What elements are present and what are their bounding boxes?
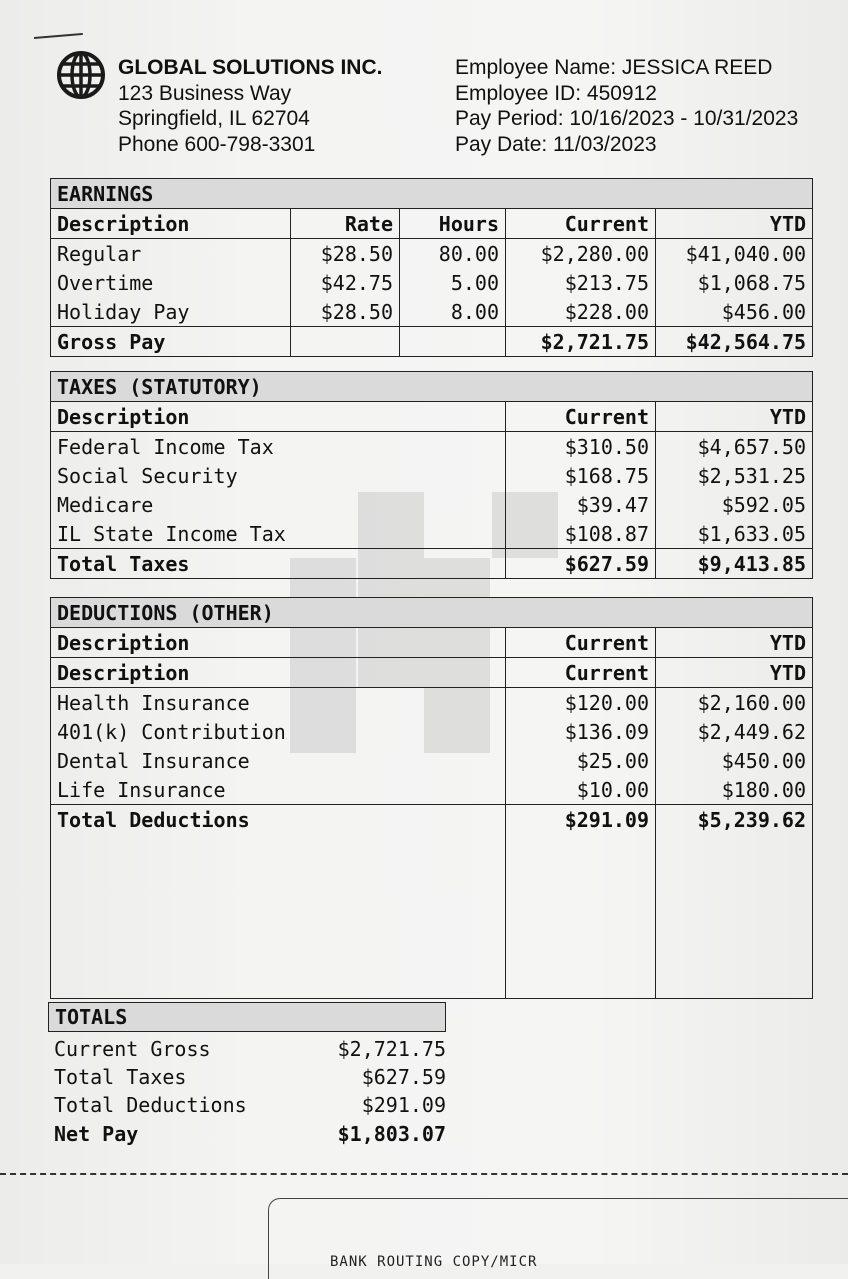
header-cell: Hours xyxy=(400,209,506,239)
header-cell: Description xyxy=(51,402,506,432)
table-row xyxy=(51,490,813,519)
table-cell: $456.00 xyxy=(656,297,813,327)
earnings-title: EARNINGS xyxy=(51,179,813,209)
header-cell: Description xyxy=(51,628,506,658)
table-row xyxy=(51,461,813,490)
table-cell: Federal Income Tax xyxy=(51,432,506,462)
net-pay-value: $1,803.07 xyxy=(337,1122,446,1146)
globe-icon xyxy=(56,50,106,100)
current-gross-row xyxy=(54,1035,446,1063)
table-header xyxy=(51,209,813,239)
table-row xyxy=(51,297,813,327)
tear-off-line xyxy=(0,1173,848,1175)
table-row xyxy=(51,519,813,549)
total-deductions-value: $291.09 xyxy=(361,1093,446,1117)
total-taxes-summary-row xyxy=(54,1063,446,1091)
total-deductions-label: Total Deductions xyxy=(54,1093,247,1117)
deductions-table xyxy=(50,597,813,999)
total-current: $2,721.75 xyxy=(506,327,656,357)
table-cell: $39.47 xyxy=(506,490,656,519)
empty-cell xyxy=(506,834,656,999)
employee-info xyxy=(455,55,798,157)
company-address: 123 Business Way xyxy=(118,81,292,105)
table-cell xyxy=(291,327,400,357)
total-label: Total Deductions xyxy=(51,805,506,835)
table-cell: $120.00 xyxy=(506,688,656,718)
company-phone: Phone 600-798-3301 xyxy=(118,132,316,156)
table-row xyxy=(51,268,813,297)
taxes-title: TAXES (STATUTORY) xyxy=(51,372,813,402)
total-deductions-summary-row xyxy=(54,1091,446,1119)
table-cell xyxy=(400,327,506,357)
table-cell: $2,531.25 xyxy=(656,461,813,490)
table-row xyxy=(51,775,813,805)
total-taxes-value: $627.59 xyxy=(361,1065,446,1089)
table-cell: Health Insurance xyxy=(51,688,506,718)
table-row xyxy=(51,688,813,718)
table-header xyxy=(51,402,813,432)
company-city: Springfield, IL 62704 xyxy=(118,107,310,130)
net-pay-label: Net Pay xyxy=(54,1122,139,1146)
pencil-mark xyxy=(34,32,84,40)
table-cell: $136.09 xyxy=(506,717,656,746)
total-current: $627.59 xyxy=(506,549,656,579)
total-current: $291.09 xyxy=(506,805,656,835)
header-cell: YTD xyxy=(656,402,813,432)
table-cell: $228.00 xyxy=(506,297,656,327)
table-cell: $10.00 xyxy=(506,775,656,805)
totals-title: TOTALS xyxy=(48,1002,446,1032)
total-taxes-label: Total Taxes xyxy=(54,1065,187,1089)
taxes-table xyxy=(50,371,813,579)
header-cell: Current xyxy=(506,402,656,432)
table-cell: $28.50 xyxy=(291,239,400,269)
table-cell: 8.00 xyxy=(400,297,506,327)
earnings-table xyxy=(50,178,813,357)
table-header xyxy=(51,628,813,658)
pay-period: Pay Period: 10/16/2023 - 10/31/2023 xyxy=(455,107,799,130)
total-label: Gross Pay xyxy=(51,327,291,357)
company-name: GLOBAL SOLUTIONS INC. xyxy=(118,56,383,79)
total-ytd: $5,239.62 xyxy=(656,805,813,835)
table-cell: Regular xyxy=(51,239,291,269)
header-cell: Description xyxy=(51,209,291,239)
table-cell: $2,449.62 xyxy=(656,717,813,746)
table-cell: Dental Insurance xyxy=(51,746,506,775)
table-cell: $450.00 xyxy=(656,746,813,775)
table-cell: $41,040.00 xyxy=(656,239,813,269)
employee-name: Employee Name: JESSICA REED xyxy=(455,56,773,79)
table-cell: IL State Income Tax xyxy=(51,519,506,549)
empty-cell xyxy=(656,834,813,999)
table-row xyxy=(51,239,813,269)
table-cell: $592.05 xyxy=(656,490,813,519)
company-info xyxy=(118,55,382,157)
table-row xyxy=(51,432,813,462)
table-cell: Life Insurance xyxy=(51,775,506,805)
pay-date: Pay Date: 11/03/2023 xyxy=(455,132,657,156)
employee-id: Employee ID: 450912 xyxy=(455,81,657,105)
total-deductions-row xyxy=(51,805,813,835)
table-cell: Medicare xyxy=(51,490,506,519)
empty-filler-row xyxy=(51,834,813,999)
header-cell: YTD xyxy=(656,658,813,688)
total-ytd: $9,413.85 xyxy=(656,549,813,579)
header-cell: Current xyxy=(506,628,656,658)
table-cell: $28.50 xyxy=(291,297,400,327)
stub-text: BANK ROUTING COPY/MICR xyxy=(330,1254,538,1270)
current-gross-value: $2,721.75 xyxy=(337,1037,446,1061)
table-header-duplicate xyxy=(51,658,813,688)
table-cell: $2,160.00 xyxy=(656,688,813,718)
table-cell: $1,633.05 xyxy=(656,519,813,549)
table-cell: 5.00 xyxy=(400,268,506,297)
table-cell: Social Security xyxy=(51,461,506,490)
total-ytd: $42,564.75 xyxy=(656,327,813,357)
table-cell: $1,068.75 xyxy=(656,268,813,297)
table-cell: $2,280.00 xyxy=(506,239,656,269)
deductions-title: DEDUCTIONS (OTHER) xyxy=(51,598,813,628)
table-cell: $213.75 xyxy=(506,268,656,297)
header-cell: Current xyxy=(506,209,656,239)
header-cell: Current xyxy=(506,658,656,688)
table-cell: $4,657.50 xyxy=(656,432,813,462)
table-cell: $180.00 xyxy=(656,775,813,805)
current-gross-label: Current Gross xyxy=(54,1037,211,1061)
table-cell: 401(k) Contribution xyxy=(51,717,506,746)
table-row xyxy=(51,717,813,746)
table-cell: $25.00 xyxy=(506,746,656,775)
table-cell: $310.50 xyxy=(506,432,656,462)
total-taxes-row xyxy=(51,549,813,579)
table-cell: Holiday Pay xyxy=(51,297,291,327)
table-row xyxy=(51,746,813,775)
header-cell: YTD xyxy=(656,628,813,658)
header-cell: Rate xyxy=(291,209,400,239)
table-cell: 80.00 xyxy=(400,239,506,269)
gross-pay-row xyxy=(51,327,813,357)
table-cell: $42.75 xyxy=(291,268,400,297)
empty-cell xyxy=(51,834,506,999)
table-cell: Overtime xyxy=(51,268,291,297)
table-cell: $168.75 xyxy=(506,461,656,490)
net-pay-row xyxy=(54,1120,446,1148)
header-cell: YTD xyxy=(656,209,813,239)
table-cell: $108.87 xyxy=(506,519,656,549)
total-label: Total Taxes xyxy=(51,549,506,579)
header-cell: Description xyxy=(51,658,506,688)
